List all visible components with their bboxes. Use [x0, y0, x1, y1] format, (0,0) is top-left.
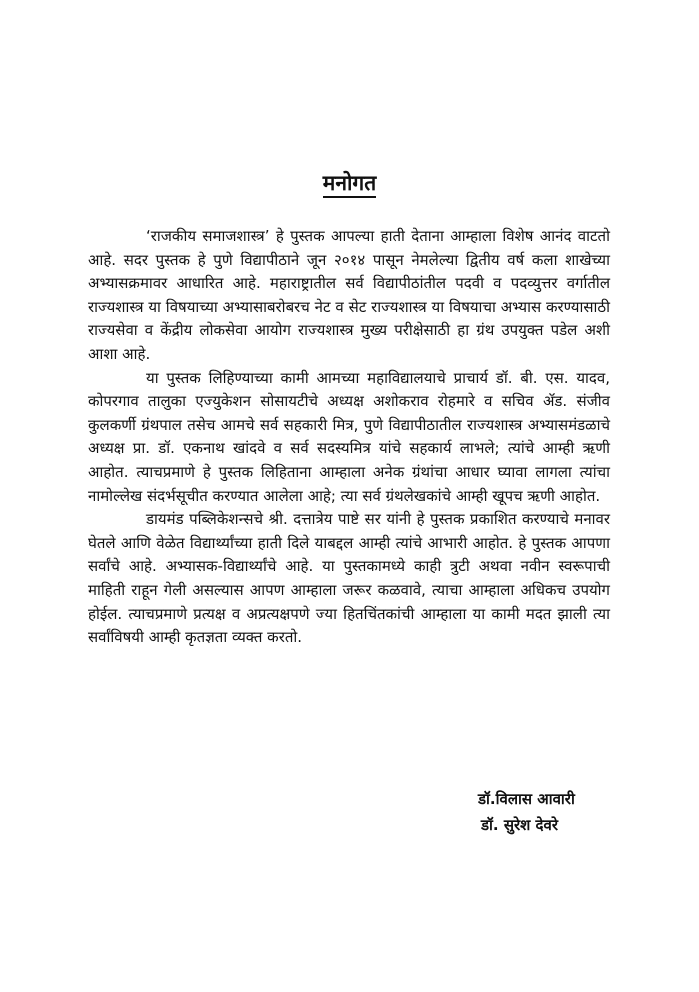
page-title-text: मनोगत: [323, 171, 376, 198]
signature-block: [470, 786, 650, 838]
paragraph-publisher-thanks: डायमंड पब्लिकेशन्सचे श्री. दत्तात्रेय पाष्टे सर यांनी हे पुस्तक प्रकाशित करण्याचे मनावर घेतले आणि वेळेत विद्यार्थ्यांच्या हाती दिले याबद्दल आम्ही त्यांचे आभारी आहोत. हे पुस्तक आपणा सर्वांचे आहे. अभ्यासक-विद्यार्थ्यांचे आहे. या पुस्तकामध्ये काही त्रुटी अथवा नवीन स्वरूपाची माहिती राहून गेली असल्यास आपण आम्हाला जरूर कळवावे, त्याचा आम्हाला अधिकच उपयोग होईल. त्याचप्रमाणे प्रत्यक्ष व अप्रत्यक्षपणे ज्या हितचिंतकांची आम्हाला या कामी मदत झाली त्या सर्वांविषयी आम्ही कृतज्ञता व्यक्त करतो.: [88, 510, 610, 647]
paragraph-acknowledgements: या पुस्तक लिहिण्याच्या कामी आमच्या महाविद्यालयाचे प्राचार्य डॉ. बी. एस. यादव, कोपरगाव तालुका एज्युकेशन सोसायटीचे अध्यक्ष अशोकराव रोहमारे व सचिव ॲड. संजीव कुलकर्णी ग्रंथपाल तसेच आमचे सर्व सहकारी मित्र, पुणे विद्यापीठातील राज्यशास्त्र अभ्यासमंडळाचे अध्यक्ष प्रा. डॉ. एकनाथ खांदवे व सर्व सदस्यमित्र यांचे सहकार्य लाभले; त्यांचे आम्ही ऋणी आहोत. त्याचप्रमाणे हे पुस्तक लिहिताना आम्हाला अनेक ग्रंथांचा आधार घ्यावा लागला त्यांचा नामोल्लेख संदर्भसूचीत करण्यात आलेला आहे; त्या सर्व ग्रंथलेखकांचे आम्ही खूपच ऋणी आहोत.: [88, 368, 610, 505]
preface-body: [88, 225, 610, 650]
signature-author-1: डॉ.विलास आवारी: [478, 790, 575, 808]
paragraph-intro: ‘राजकीय समाजशास्त्र’ हे पुस्तक आपल्या हाती देताना आम्हाला विशेष आनंद वाटतो आहे. सदर पुस्तक हे पुणे विद्यापीठाने जून २०१४ पासून नेमलेल्या द्वितीय वर्ष कला शाखेच्या अभ्यासक्रमावर आधारित आहे. महाराष्ट्रातील सर्व विद्यापीठांतील पदवी व पदव्युत्तर वर्गातील राज्यशास्त्र या विषयाच्या अभ्यासाबरोबरच नेट व सेट राज्यशास्त्र या विषयाचा अभ्यास करण्यासाठी राज्यसेवा व केंद्रीय लोकसेवा आयोग राज्यशास्त्र मुख्य परीक्षेसाठी हा ग्रंथ उपयुक्त पडेल अशी आशा आहे.: [88, 227, 610, 363]
page-title: [0, 168, 699, 198]
signature-author-2: डॉ. सुरेश देवरे: [481, 816, 558, 834]
